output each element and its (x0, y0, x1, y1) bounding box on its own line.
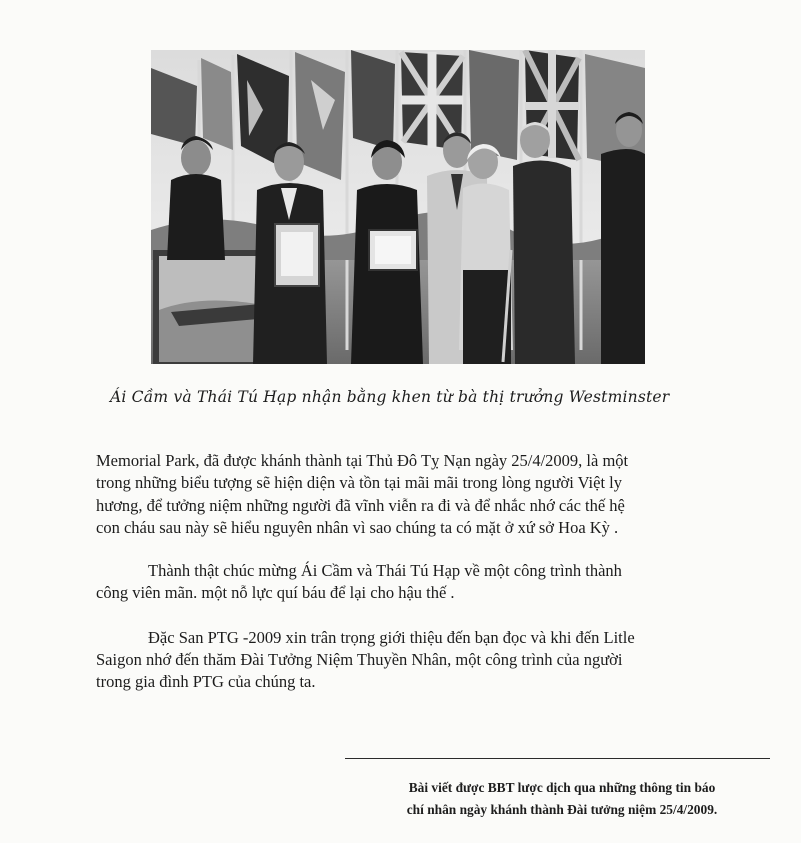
photo-caption: Ái Cầm và Thái Tú Hạp nhận bằng khen từ bà thị trưởng Westminster (110, 388, 670, 406)
article-body (96, 450, 736, 694)
paragraph-line: Thành thật chúc mừng Ái Cầm và Thái Tú Hạp về một công trình thành (148, 561, 622, 581)
paragraph-line: trong những biểu tượng sẽ hiện diện và tồn tại mãi mãi trong lòng người Việt ly (96, 473, 622, 493)
paragraph-line: con cháu sau này sẽ hiểu nguyên nhân vì sao chúng ta có mặt ở xứ sở Hoa Kỳ . (96, 517, 619, 537)
editorial-credit (352, 777, 772, 821)
paragraph-line: Saigon nhớ đến thăm Đài Tưởng Niệm Thuyền Nhân, một công trình của người (96, 650, 623, 670)
paragraph-line: hương, để tưởng niệm những người đã vĩnh viễn ra đi và để nhắc nhớ các thế hệ (96, 495, 625, 515)
paragraph-1 (96, 450, 736, 539)
paragraph-line: Memorial Park, đã được khánh thành tại Thủ Đô Tỵ Nạn ngày 25/4/2009, là một (96, 451, 629, 470)
ceremony-photo (151, 50, 645, 364)
paragraph-2 (96, 560, 736, 605)
paragraph-line: Đặc San PTG -2009 xin trân trọng giới thiệu đến bạn đọc và khi đến Litle (148, 627, 635, 647)
paragraph-line: trong gia đình PTG của chúng ta. (96, 672, 316, 692)
credit-line: chí nhân ngày khánh thành Đài tưởng niệm 25/4/2009. (406, 802, 718, 817)
credit-line: Bài viết được BBT lược dịch qua những thông tin báo (408, 780, 716, 795)
paragraph-3 (96, 627, 736, 694)
paragraph-line: công viên mãn. một nỗ lực quí báu để lại cho hậu thế . (96, 583, 455, 603)
signature-divider (345, 758, 770, 759)
